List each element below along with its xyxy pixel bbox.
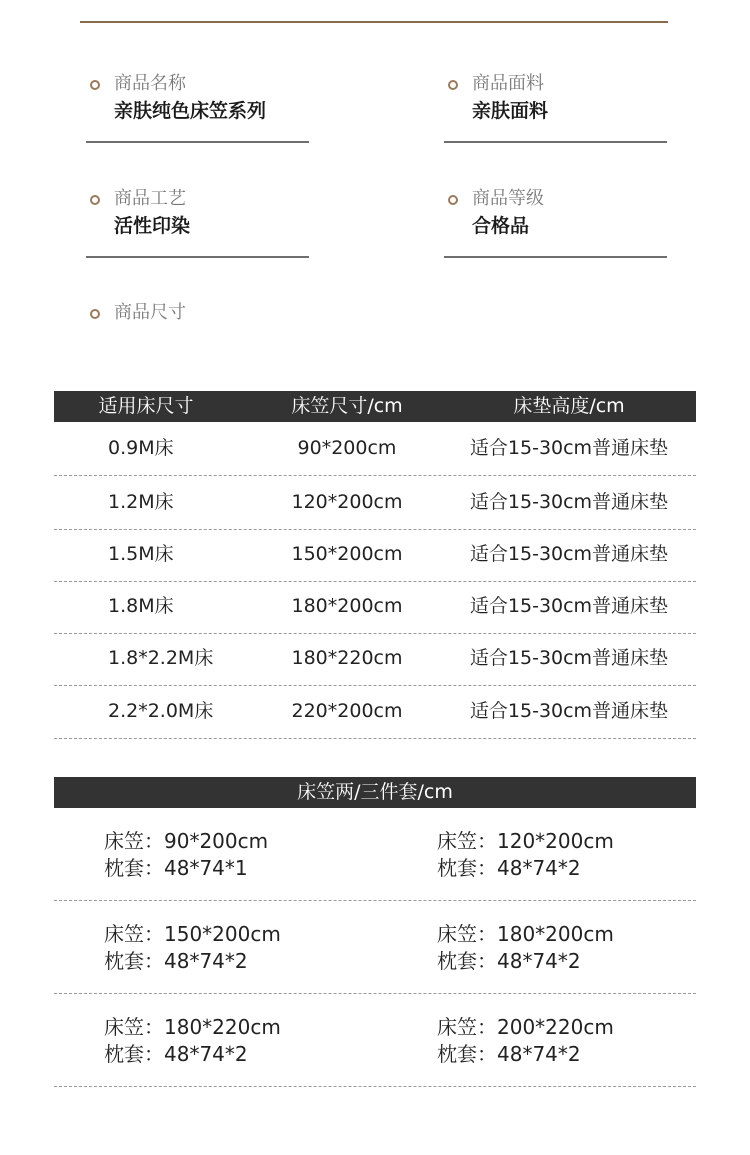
set-table-row: [54, 808, 696, 901]
sheet-spec: 床笠：150*200cm: [104, 922, 281, 946]
size-table-row: [54, 580, 696, 634]
size-col-header: 适用床尺寸: [98, 395, 194, 417]
attr-value: 亲肤面料: [472, 100, 549, 122]
bullet-icon: [448, 80, 458, 90]
set-item: [437, 1014, 614, 1068]
pillowcase-spec: 枕套：48*74*2: [104, 949, 248, 973]
attr-product-name: [86, 72, 309, 132]
bullet-icon: [90, 195, 100, 205]
attr-value: 合格品: [472, 215, 530, 237]
mattress-height-cell: 适合15-30cm普通床垫: [469, 647, 669, 669]
set-table-header: [54, 777, 696, 808]
attr-grade: [444, 187, 667, 247]
attr-value: 亲肤纯色床笠系列: [114, 100, 267, 122]
size-table-row: [54, 685, 696, 739]
attr-underline: [86, 256, 309, 258]
attr-fabric: [444, 72, 667, 132]
attr-size: [86, 301, 309, 361]
sheet-size-cell: 220*200cm: [291, 700, 403, 722]
size-table-row: [54, 528, 696, 582]
size-col-header: 床垫高度/cm: [513, 395, 625, 417]
mattress-height-cell: 适合15-30cm普通床垫: [469, 543, 669, 565]
size-table-header: [54, 391, 696, 422]
attr-label: 商品名称: [114, 73, 186, 94]
set-table-row: [54, 901, 696, 994]
size-col-header: 床笠尺寸/cm: [291, 395, 403, 417]
pillowcase-spec: 枕套：48*74*2: [437, 856, 581, 880]
attr-label: 商品面料: [472, 73, 544, 94]
set-item: [104, 828, 268, 882]
set-table-title: 床笠两/三件套/cm: [297, 781, 453, 803]
bullet-icon: [90, 309, 100, 319]
sheet-size-cell: 150*200cm: [291, 543, 403, 565]
bullet-icon: [448, 195, 458, 205]
size-table-row: [54, 632, 696, 686]
pillowcase-spec: 枕套：48*74*2: [437, 949, 581, 973]
set-item: [437, 828, 614, 882]
attr-underline: [444, 141, 667, 143]
pillowcase-spec: 枕套：48*74*2: [104, 1042, 248, 1066]
mattress-height-cell: 适合15-30cm普通床垫: [469, 595, 669, 617]
pillowcase-spec: 枕套：48*74*2: [437, 1042, 581, 1066]
bed-size-cell: 2.2*2.0M床: [108, 700, 214, 722]
size-table-row: [54, 422, 696, 476]
attr-value: 活性印染: [114, 215, 191, 237]
attr-craft: [86, 187, 309, 247]
top-divider: [80, 21, 668, 23]
bullet-icon: [90, 80, 100, 90]
sheet-spec: 床笠：200*220cm: [437, 1015, 614, 1039]
set-table-row: [54, 994, 696, 1087]
mattress-height-cell: 适合15-30cm普通床垫: [469, 437, 669, 459]
sheet-spec: 床笠：180*220cm: [104, 1015, 281, 1039]
attr-label: 商品工艺: [114, 188, 186, 209]
sheet-spec: 床笠：90*200cm: [104, 829, 269, 853]
sheet-size-cell: 180*220cm: [291, 647, 403, 669]
sheet-size-cell: 180*200cm: [291, 595, 403, 617]
set-item: [104, 921, 281, 975]
attr-label: 商品尺寸: [114, 302, 186, 323]
bed-size-cell: 0.9M床: [108, 437, 174, 459]
bed-size-cell: 1.2M床: [108, 491, 174, 513]
sheet-size-cell: 90*200cm: [297, 437, 397, 459]
bed-size-cell: 1.5M床: [108, 543, 174, 565]
set-item: [104, 1014, 281, 1068]
mattress-height-cell: 适合15-30cm普通床垫: [469, 700, 669, 722]
attr-underline: [444, 256, 667, 258]
sheet-spec: 床笠：180*200cm: [437, 922, 614, 946]
mattress-height-cell: 适合15-30cm普通床垫: [469, 491, 669, 513]
sheet-size-cell: 120*200cm: [291, 491, 403, 513]
bed-size-cell: 1.8*2.2M床: [108, 647, 214, 669]
set-item: [437, 921, 614, 975]
attr-underline: [86, 141, 309, 143]
pillowcase-spec: 枕套：48*74*1: [104, 856, 248, 880]
size-table-row: [54, 476, 696, 530]
attr-label: 商品等级: [472, 188, 544, 209]
bed-size-cell: 1.8M床: [108, 595, 174, 617]
sheet-spec: 床笠：120*200cm: [437, 829, 614, 853]
